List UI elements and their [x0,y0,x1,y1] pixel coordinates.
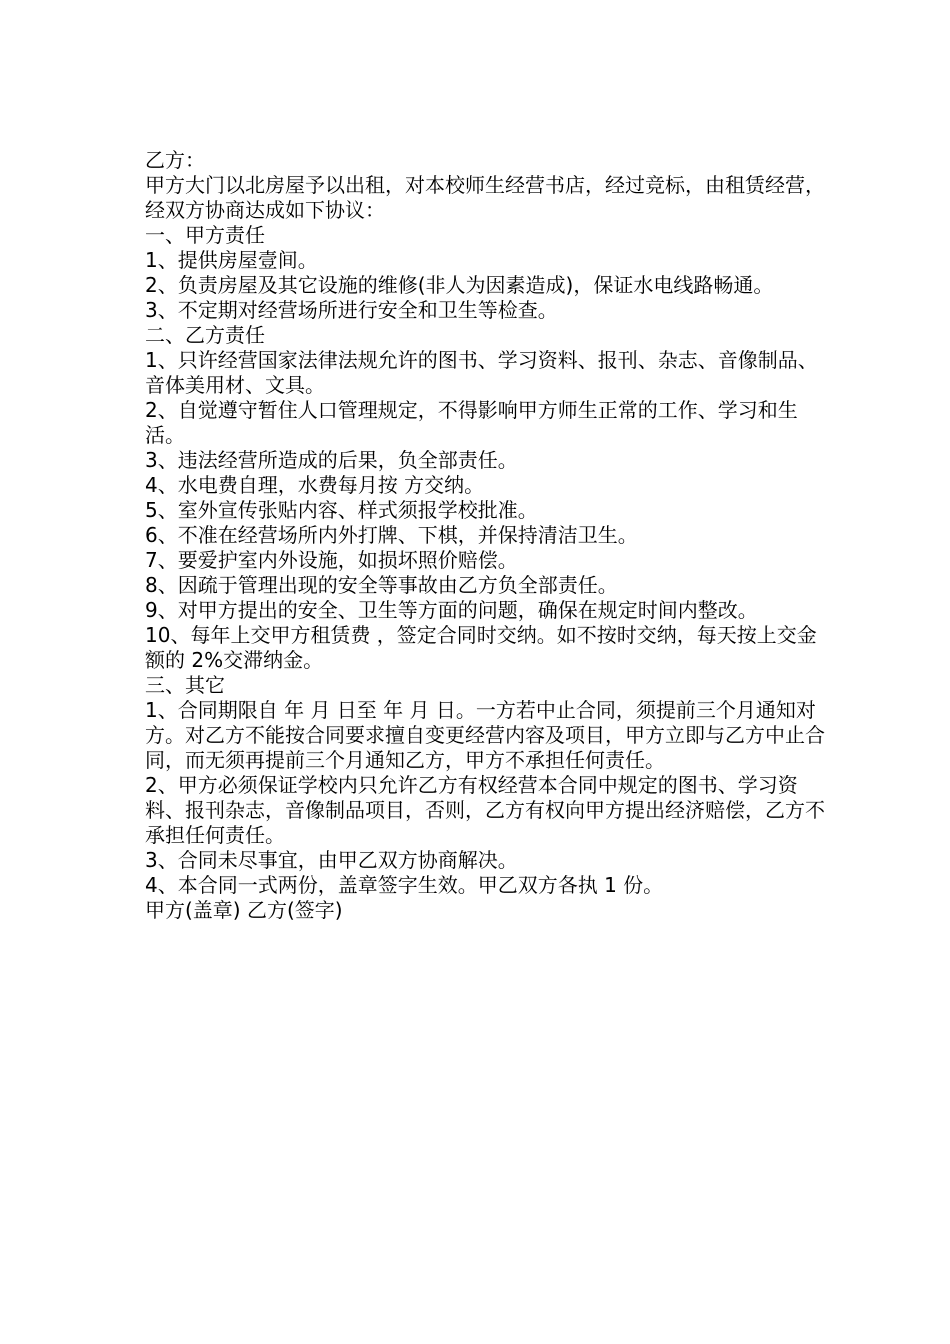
document-body [145,148,825,923]
signature-line: 甲方(盖章) 乙方(签字) [145,898,343,922]
party-b-clause-9: 9、对甲方提出的安全、卫生等方面的问题，确保在规定时间内整改。 [145,598,758,622]
party-b-clause-4: 4、水电费自理，水费每月按 方交纳。 [145,473,485,497]
party-b-clause-8: 8、因疏于管理出现的安全等事故由乙方负全部责任。 [145,573,618,597]
party-a-clause-2: 2、负责房屋及其它设施的维修(非人为因素造成)，保证水电线路畅通。 [145,273,774,297]
party-b-clause-5: 5、室外宣传张贴内容、样式须报学校批准。 [145,498,538,522]
party-b-clause-10: 10、每年上交甲方租赁费 ，签定合同时交纳。如不按时交纳，每天按上交金额的 2%交滞纳金。 [145,623,817,672]
other-clause-3: 3、合同未尽事宜，由甲乙双方协商解决。 [145,848,518,872]
preamble: 甲方大门以北房屋予以出租，对本校师生经营书店，经过竞标，由租赁经营，经双方协商达成如下协议： [145,173,825,222]
section-heading-other: 三、其它 [145,673,225,697]
party-a-clause-3: 3、不定期对经营场所进行安全和卫生等检查。 [145,298,558,322]
party-b-clause-7: 7、要爱护室内外设施，如损坏照价赔偿。 [145,548,518,572]
party-b-clause-2: 2、自觉遵守暂住人口管理规定，不得影响甲方师生正常的工作、学习和生活。 [145,398,798,447]
party-b-label: 乙方： [145,148,205,172]
party-b-clause-1: 1、只许经营国家法律法规允许的图书、学习资料、报刊、杂志、音像制品、音体美用材、文具。 [145,348,818,397]
other-clause-1: 1、合同期限自 年 月 日至 年 月 日。一方若中止合同，须提前三个月通知对方。对乙方不能按合同要求擅自变更经营内容及项目，甲方立即与乙方中止合同，而无须再提前三个月通知乙方，甲方不承担任何责任。 [145,698,825,772]
section-heading-party-b: 二、乙方责任 [145,323,265,347]
section-heading-party-a: 一、甲方责任 [145,223,265,247]
party-b-clause-6: 6、不准在经营场所内外打牌、下棋，并保持清洁卫生。 [145,523,638,547]
other-clause-4: 4、本合同一式两份，盖章签字生效。甲乙双方各执 1 份。 [145,873,664,897]
party-a-clause-1: 1、提供房屋壹间。 [145,248,318,272]
other-clause-2: 2、甲方必须保证学校内只允许乙方有权经营本合同中规定的图书、学习资料、报刊杂志，音像制品项目，否则，乙方有权向甲方提出经济赔偿，乙方不承担任何责任。 [145,773,825,847]
party-b-clause-3: 3、违法经营所造成的后果，负全部责任。 [145,448,518,472]
